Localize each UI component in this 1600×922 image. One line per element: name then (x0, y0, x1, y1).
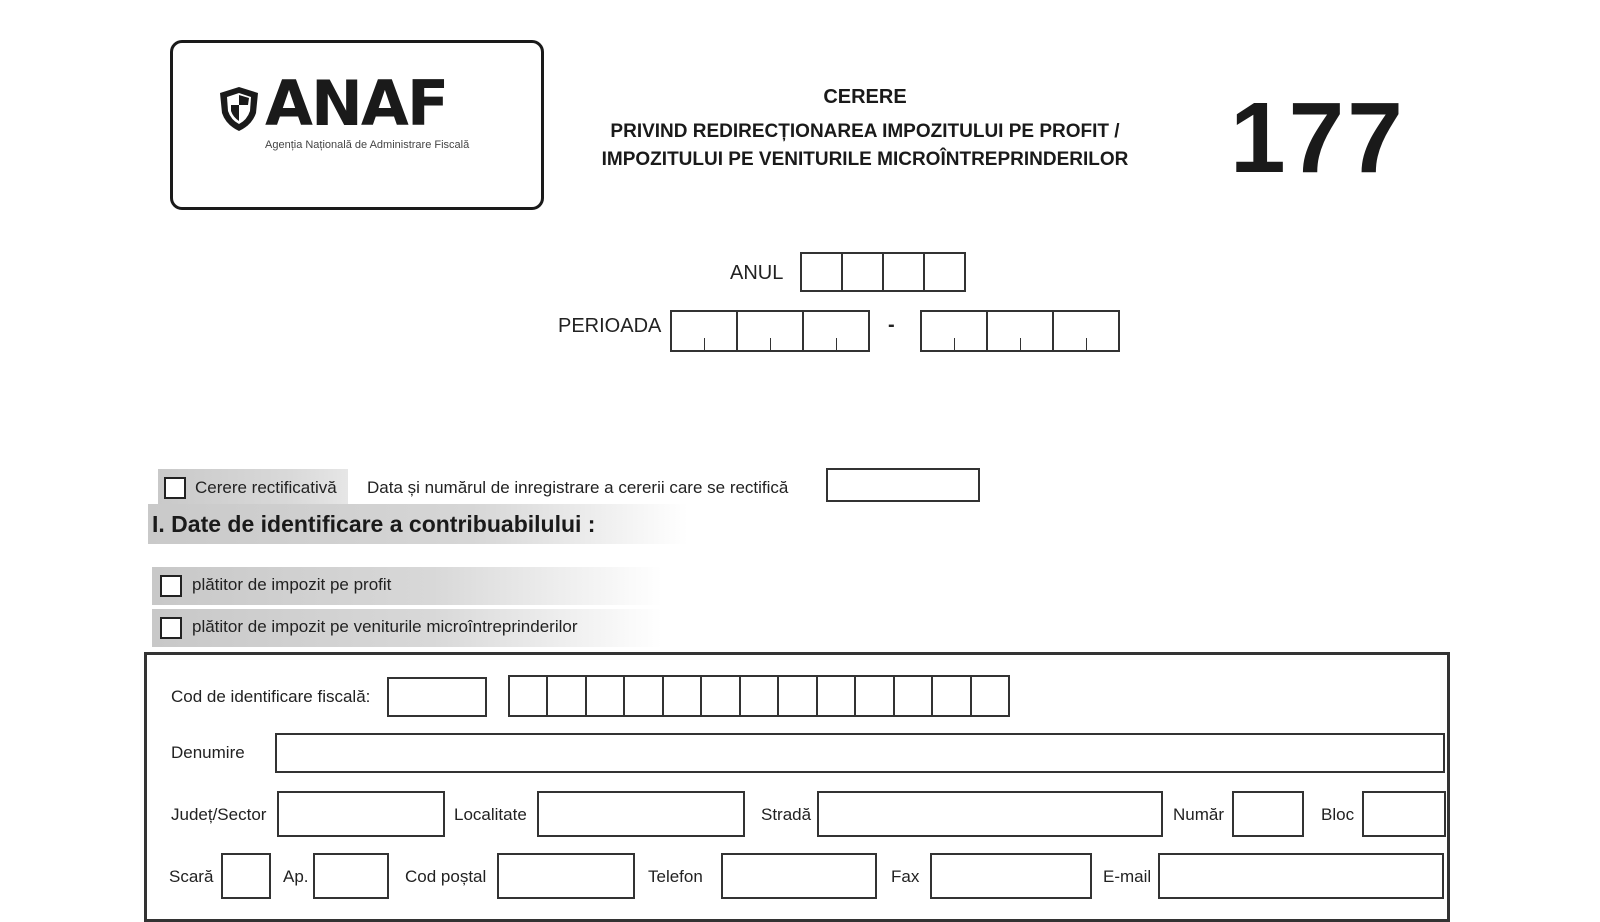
county-field[interactable] (277, 791, 445, 837)
logo-subtitle: Agenția Națională de Administrare Fiscală (265, 139, 470, 151)
rectification-checkbox-label: Cerere rectificativă (195, 478, 337, 497)
profit-tax-label: plătitor de impozit pe profit (192, 575, 392, 594)
option-micro-row (152, 609, 662, 647)
fax-field[interactable] (930, 853, 1092, 899)
cif-digit-cell[interactable] (546, 677, 584, 715)
cif-digit-cell[interactable] (970, 677, 1008, 715)
phone-label: Telefon (648, 867, 703, 886)
period-start-cell[interactable] (802, 312, 868, 350)
rectification-info-label: Data și numărul de inregistrare a cererii care se rectifică (367, 478, 789, 497)
email-field[interactable] (1158, 853, 1444, 899)
anaf-logo-box (170, 40, 544, 210)
cif-digit-cell[interactable] (816, 677, 854, 715)
section-header (148, 504, 688, 544)
period-start-field[interactable] (670, 310, 870, 352)
period-label: PERIOADA (558, 315, 662, 337)
micro-tax-checkbox[interactable] (160, 617, 182, 639)
year-label: ANUL (730, 262, 784, 284)
street-field[interactable] (817, 791, 1163, 837)
profit-tax-checkbox[interactable] (160, 575, 182, 597)
rectification-reference-field[interactable] (826, 468, 980, 502)
name-field[interactable] (275, 733, 1445, 773)
cif-digit-cell[interactable] (854, 677, 892, 715)
cif-digit-cell[interactable] (623, 677, 661, 715)
street-label: Stradă (761, 805, 812, 824)
cif-prefix-field[interactable] (387, 677, 487, 717)
identification-panel (144, 652, 1450, 922)
cif-label: Cod de identificare fiscală: (171, 687, 371, 706)
cif-digit-cell[interactable] (739, 677, 777, 715)
staircase-label: Scară (169, 867, 214, 886)
year-field[interactable] (800, 252, 966, 292)
county-label: Județ/Sector (171, 805, 267, 824)
form-title: CERERE (823, 86, 907, 108)
cif-digit-cell[interactable] (893, 677, 931, 715)
year-digit-cell[interactable] (841, 254, 882, 290)
year-digit-cell[interactable] (882, 254, 923, 290)
form-number: 177 (1230, 82, 1406, 194)
period-separator: - (888, 314, 895, 336)
period-end-field[interactable] (920, 310, 1120, 352)
number-label: Număr (1173, 805, 1225, 824)
year-digit-cell[interactable] (923, 254, 964, 290)
apartment-field[interactable] (313, 853, 389, 899)
year-digit-cell[interactable] (802, 254, 841, 290)
locality-field[interactable] (537, 791, 745, 837)
cif-digit-cell[interactable] (585, 677, 623, 715)
cif-digits-field[interactable] (508, 675, 1010, 717)
form-subtitle-line2: IMPOZITULUI PE VENITURILE MICROÎNTREPRINDERILOR (601, 149, 1129, 170)
phone-field[interactable] (721, 853, 877, 899)
micro-tax-label: plătitor de impozit pe veniturile microîntreprinderilor (192, 617, 578, 636)
period-end-cell[interactable] (922, 312, 986, 350)
cif-digit-cell[interactable] (662, 677, 700, 715)
block-label: Bloc (1321, 805, 1355, 824)
apartment-label: Ap. (283, 867, 309, 886)
option-profit-row (152, 567, 662, 605)
email-label: E-mail (1103, 867, 1152, 886)
postal-code-label: Cod poștal (405, 867, 487, 886)
postal-code-field[interactable] (497, 853, 635, 899)
period-start-cell[interactable] (672, 312, 736, 350)
locality-label: Localitate (454, 805, 527, 824)
period-start-cell[interactable] (736, 312, 802, 350)
period-end-cell[interactable] (1052, 312, 1118, 350)
logo-text: ANAF (265, 67, 448, 140)
fax-label: Fax (891, 867, 920, 886)
period-end-cell[interactable] (986, 312, 1052, 350)
cif-digit-cell[interactable] (510, 677, 546, 715)
section-title: I. Date de identificare a contribuabilului : (152, 511, 596, 537)
cif-digit-cell[interactable] (931, 677, 969, 715)
rectification-row (158, 469, 348, 507)
block-field[interactable] (1362, 791, 1446, 837)
rectification-checkbox[interactable] (164, 477, 186, 499)
form-subtitle (560, 118, 1170, 174)
form-subtitle-line1: PRIVIND REDIRECȚIONAREA IMPOZITULUI PE PROFIT / (610, 121, 1120, 142)
cif-digit-cell[interactable] (700, 677, 738, 715)
staircase-field[interactable] (221, 853, 271, 899)
number-field[interactable] (1232, 791, 1304, 837)
name-label: Denumire (171, 743, 245, 762)
cif-digit-cell[interactable] (777, 677, 815, 715)
